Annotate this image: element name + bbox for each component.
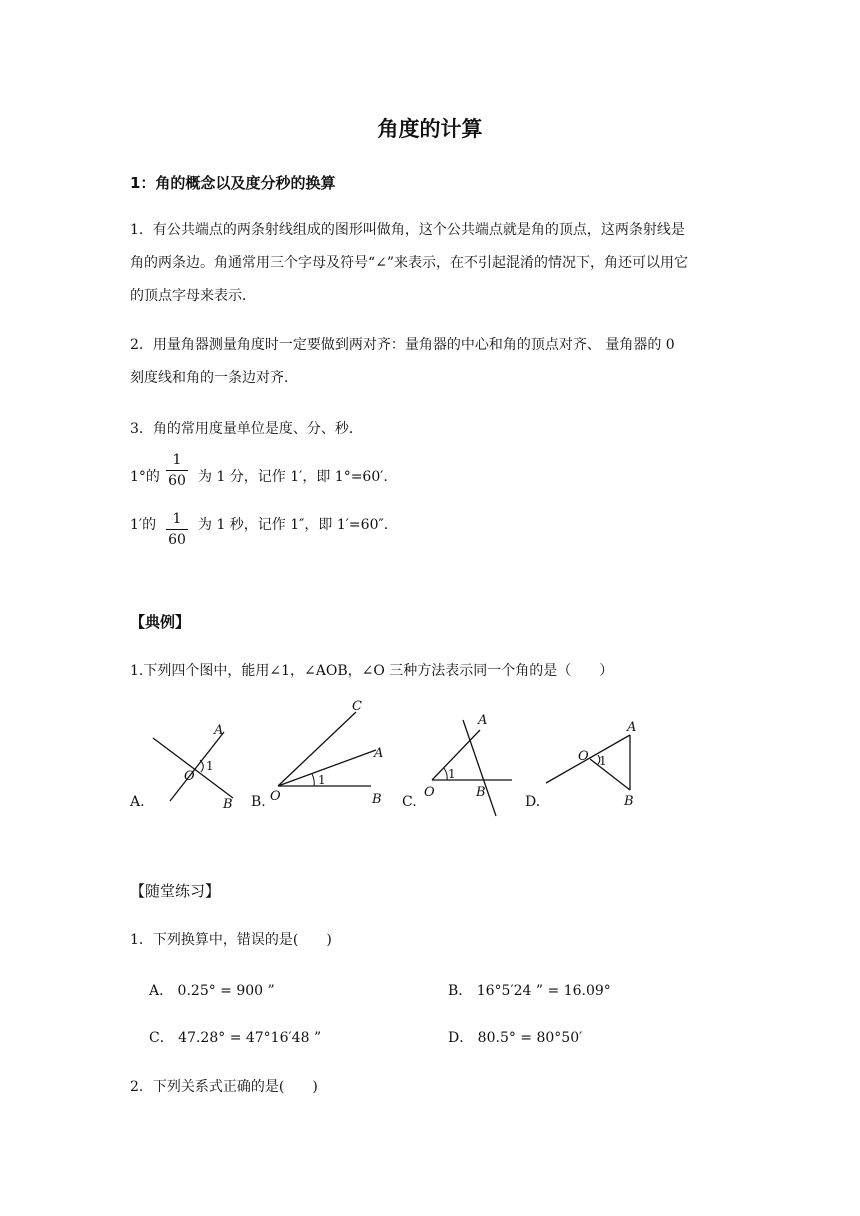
option-c-label: C. <box>402 794 417 810</box>
figure-d-line-ob <box>590 759 630 790</box>
degree-suffix: 为 1 分，记作 1′，即 1°=60′. <box>198 469 388 485</box>
point-o-label: O <box>578 749 589 764</box>
fraction-bar <box>166 529 188 530</box>
fraction-bar <box>166 470 188 471</box>
paragraph-line: 的顶点字母来表示． <box>130 288 256 304</box>
fraction-one-sixtieth <box>166 510 188 549</box>
point-a-label: A <box>374 746 384 761</box>
figure-b-line-oc <box>278 712 356 786</box>
fraction-numerator: 1 <box>172 511 182 527</box>
q1-option-d: D． 80.5° = 80°50′ <box>448 1030 583 1046</box>
angle-one-label: 1 <box>599 754 607 768</box>
paragraph-line: 刻度线和角的一条边对齐． <box>130 370 298 386</box>
option-b-label: B. <box>251 794 266 810</box>
angle-one-label: 1 <box>318 773 326 787</box>
point-o-label: O <box>424 785 435 800</box>
paragraph-line: 1．有公共端点的两条射线组成的图形叫做角，这个公共端点就是角的顶点，这两条射线是 <box>130 222 685 238</box>
page-title: 角度的计算 <box>377 117 483 141</box>
point-a-label: A <box>214 723 224 738</box>
degree-prefix: 1°的 <box>130 469 160 485</box>
figure-b-line-oa <box>278 750 376 786</box>
q1-option-a: A． 0.25° = 900 ” <box>149 983 275 999</box>
example-question: 1.下列四个图中，能用∠1，∠AOB，∠O 三种方法表示同一个角的是（ ） <box>130 663 614 679</box>
minute-prefix: 1′的 <box>130 517 157 533</box>
figure-c <box>418 708 518 820</box>
point-b-label: B <box>223 797 233 810</box>
q1-option-c: C． 47.28° = 47°16′48 ” <box>149 1030 322 1046</box>
fraction-one-sixtieth <box>166 451 188 490</box>
point-a-label: A <box>627 720 637 735</box>
figure-c-line-oa <box>432 730 480 780</box>
practice-question-1: 1．下列换算中，错误的是( ) <box>130 932 332 948</box>
fraction-numerator: 1 <box>172 452 182 468</box>
paragraph-line: 2．用量角器测量角度时一定要做到两对齐：量角器的中心和角的顶点对齐、 量角器的 0 <box>130 337 675 353</box>
angle-one-label: 1 <box>206 759 214 773</box>
option-a-label: A. <box>130 794 145 810</box>
figure-b <box>266 698 396 810</box>
figure-c-angle-arc <box>444 768 447 780</box>
practice-heading: 【随堂练习】 <box>130 882 221 900</box>
paragraph-line: 角的两条边。角通常用三个字母及符号“∠”来表示，在不引起混淆的情况下，角还可以用它 <box>130 255 689 271</box>
fraction-denominator: 60 <box>168 473 186 489</box>
point-o-label: O <box>270 789 281 804</box>
practice-question-2: 2．下列关系式正确的是( ) <box>130 1079 318 1095</box>
section-heading: 1：角的概念以及度分秒的换算 <box>130 174 336 192</box>
minute-suffix: 为 1 秒，记作 1″，即 1′=60″. <box>198 517 389 533</box>
figure-d <box>540 715 650 813</box>
paragraph-line: 3．角的常用度量单位是度、分、秒． <box>130 421 363 437</box>
point-c-label: C <box>352 699 362 714</box>
point-b-label: B <box>372 792 382 807</box>
figure-a-line-ob <box>153 738 233 798</box>
example-heading: 【典例】 <box>130 613 191 631</box>
fraction-denominator: 60 <box>168 532 186 548</box>
point-b-label: B <box>624 794 634 809</box>
point-o-label: O <box>184 769 195 784</box>
point-b-label: B <box>476 785 486 800</box>
point-a-label: A <box>478 713 488 728</box>
figure-c-line-ab <box>463 720 496 816</box>
figure-a <box>148 718 243 810</box>
figure-b-angle-arc <box>312 774 314 786</box>
q1-option-b: B． 16°5′24 ” = 16.09° <box>448 983 611 999</box>
option-d-label: D. <box>525 794 541 810</box>
figure-a-line-oa <box>170 732 224 801</box>
angle-one-label: 1 <box>448 767 456 781</box>
